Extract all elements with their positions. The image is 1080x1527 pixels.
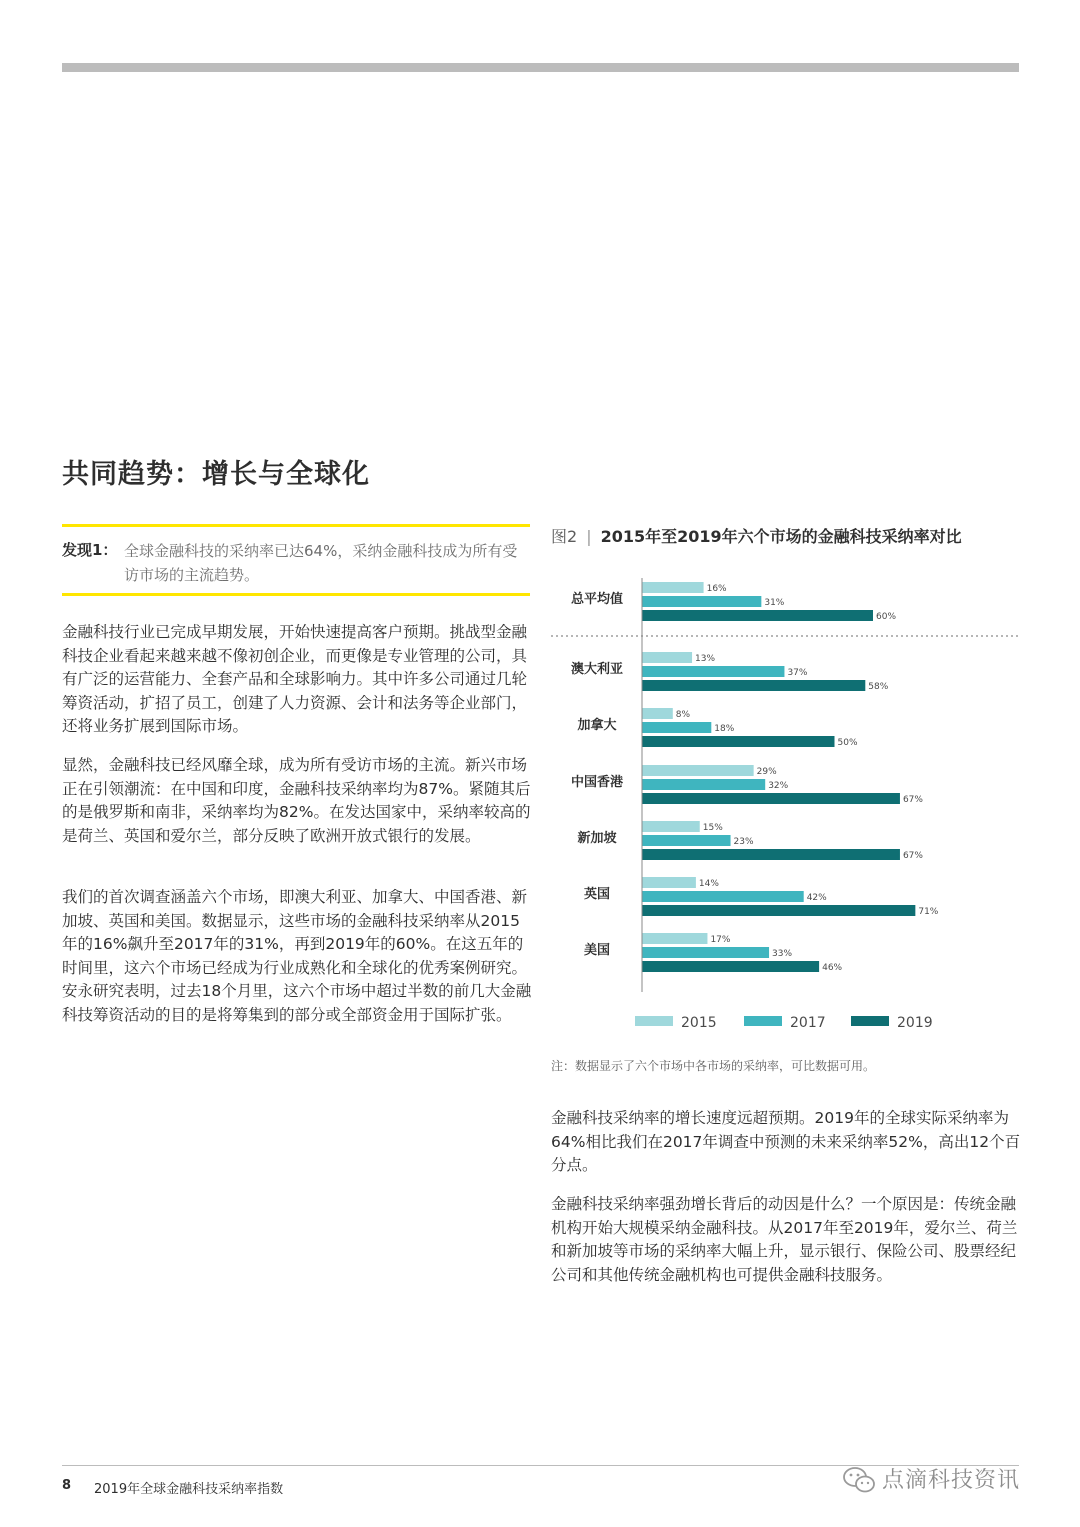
bar-2015 xyxy=(642,765,754,776)
data-label: 60% xyxy=(876,612,897,622)
bar-2015 xyxy=(642,582,704,593)
legend-swatch xyxy=(744,1016,782,1026)
bar-2017 xyxy=(642,779,765,790)
bar-2019 xyxy=(642,610,873,621)
bar-2019 xyxy=(642,793,900,804)
figure-note: 注：数据显示了六个市场中各市场的采纳率，可比数据可用。 xyxy=(551,1059,876,1073)
finding-text: 全球金融科技的采纳率已达64%，采纳金融科技成为所有受访市场的主流趋势。 xyxy=(124,542,518,584)
category-label: 美国 xyxy=(583,943,611,958)
data-label: 67% xyxy=(902,795,923,805)
bar-2017 xyxy=(642,947,769,958)
data-label: 33% xyxy=(772,949,793,959)
data-label: 29% xyxy=(756,767,777,777)
bar-2017 xyxy=(642,722,711,733)
adoption-bar-chart xyxy=(551,560,1021,1050)
category-label: 澳大利亚 xyxy=(570,662,624,677)
bar-2015 xyxy=(642,933,707,944)
data-label: 14% xyxy=(698,879,719,889)
bar-2019 xyxy=(642,736,835,747)
data-label: 8% xyxy=(675,710,691,720)
body-paragraph: 我们的首次调查涵盖六个市场，即澳大利亚、加拿大、中国香港、新加坡、英国和美国。数据显示，这些市场的金融科技采纳率从2015年的16%飙升至2017年的31%，再到2019年的60%。在这五年的时间里，这六个市场已经成为行业成熟化和全球化的优秀案例研究。安永研究表明，过去18个月里，这六个市场中超过半数的前几大金融科技筹资活动的目的是将筹集到的部分或全部资金用于国际扩张。 xyxy=(62,888,532,1024)
data-label: 23% xyxy=(733,837,754,847)
section-heading: 共同趋势：增长与全球化 xyxy=(62,459,370,490)
legend-swatch xyxy=(851,1016,889,1026)
bar-2017 xyxy=(642,835,731,846)
figure-label: 图2 xyxy=(551,527,578,546)
body-paragraph: 金融科技采纳率的增长速度远超预期。2019年的全球实际采纳率为64%相比我们在2017年调查中预测的未来采纳率52%，高出12个百分点。 xyxy=(551,1109,1021,1174)
body-paragraph: 显然，金融科技已经风靡全球，成为所有受访市场的主流。新兴市场正在引领潮流：在中国和印度，金融科技采纳率均为87%。紧随其后的是俄罗斯和南非，采纳率均为82%。在发达国家中，采纳率较高的是荷兰、英国和爱尔兰，部分反映了欧洲开放式银行的发展。 xyxy=(62,756,531,845)
bar-2017 xyxy=(642,666,784,677)
data-label: 67% xyxy=(902,851,923,861)
bar-2017 xyxy=(642,891,804,902)
category-label: 中国香港 xyxy=(570,775,624,790)
watermark-text: 点滴科技资讯 xyxy=(882,1468,1021,1493)
data-label: 17% xyxy=(710,935,731,945)
bar-2017 xyxy=(642,596,761,607)
bar-2019 xyxy=(642,680,865,691)
data-label: 50% xyxy=(837,738,858,748)
bar-2015 xyxy=(642,652,692,663)
finding-callout xyxy=(62,524,530,596)
data-label: 46% xyxy=(822,963,843,973)
bar-2019 xyxy=(642,961,819,972)
data-label: 71% xyxy=(918,907,939,917)
footer-title: 2019年全球金融科技采纳率指数 xyxy=(94,1482,284,1497)
bar-2015 xyxy=(642,708,673,719)
figure-title xyxy=(551,524,962,547)
data-label: 13% xyxy=(695,654,716,664)
legend-label: 2017 xyxy=(790,1015,826,1031)
data-label: 32% xyxy=(768,781,789,791)
legend-label: 2015 xyxy=(681,1015,717,1031)
finding-label: 发现1： xyxy=(62,541,118,559)
body-paragraph: 金融科技行业已完成早期发展，开始快速提高客户预期。挑战型金融科技企业看起来越来越不像初创企业，而更像是专业管理的公司，具有广泛的运营能力、全套产品和全球影响力。其中许多公司通过几轮筹资活动，扩招了员工，创建了人力资源、会计和法务等企业部门，还将业务扩展到国际市场。 xyxy=(62,623,528,735)
figure-separator: | xyxy=(586,527,592,546)
data-label: 16% xyxy=(706,584,727,594)
data-label: 18% xyxy=(714,724,735,734)
bar-2019 xyxy=(642,905,915,916)
category-label: 英国 xyxy=(583,887,611,902)
data-label: 37% xyxy=(787,668,808,678)
figure-title-text: 2015年至2019年六个市场的金融科技采纳率对比 xyxy=(600,527,962,546)
page-number: 8 xyxy=(62,1478,72,1493)
category-label: 新加坡 xyxy=(577,831,617,846)
top-rule xyxy=(62,63,1019,72)
wechat-icon xyxy=(842,1465,876,1495)
bar-2015 xyxy=(642,877,696,888)
legend-label: 2019 xyxy=(897,1015,933,1031)
legend-swatch xyxy=(635,1016,673,1026)
bar-2015 xyxy=(642,821,700,832)
data-label: 31% xyxy=(764,598,785,608)
bar-2019 xyxy=(642,849,900,860)
data-label: 58% xyxy=(868,682,889,692)
category-label: 加拿大 xyxy=(577,718,617,733)
data-label: 15% xyxy=(702,823,723,833)
data-label: 42% xyxy=(806,893,827,903)
category-label: 总平均值 xyxy=(570,592,624,607)
body-paragraph: 金融科技采纳率强劲增长背后的动因是什么？一个原因是：传统金融机构开始大规模采纳金融科技。从2017年至2019年，爱尔兰、荷兰和新加坡等市场的采纳率大幅上升，显示银行、保险公司、股票经纪公司和其他传统金融机构也可提供金融科技服务。 xyxy=(551,1195,1018,1284)
